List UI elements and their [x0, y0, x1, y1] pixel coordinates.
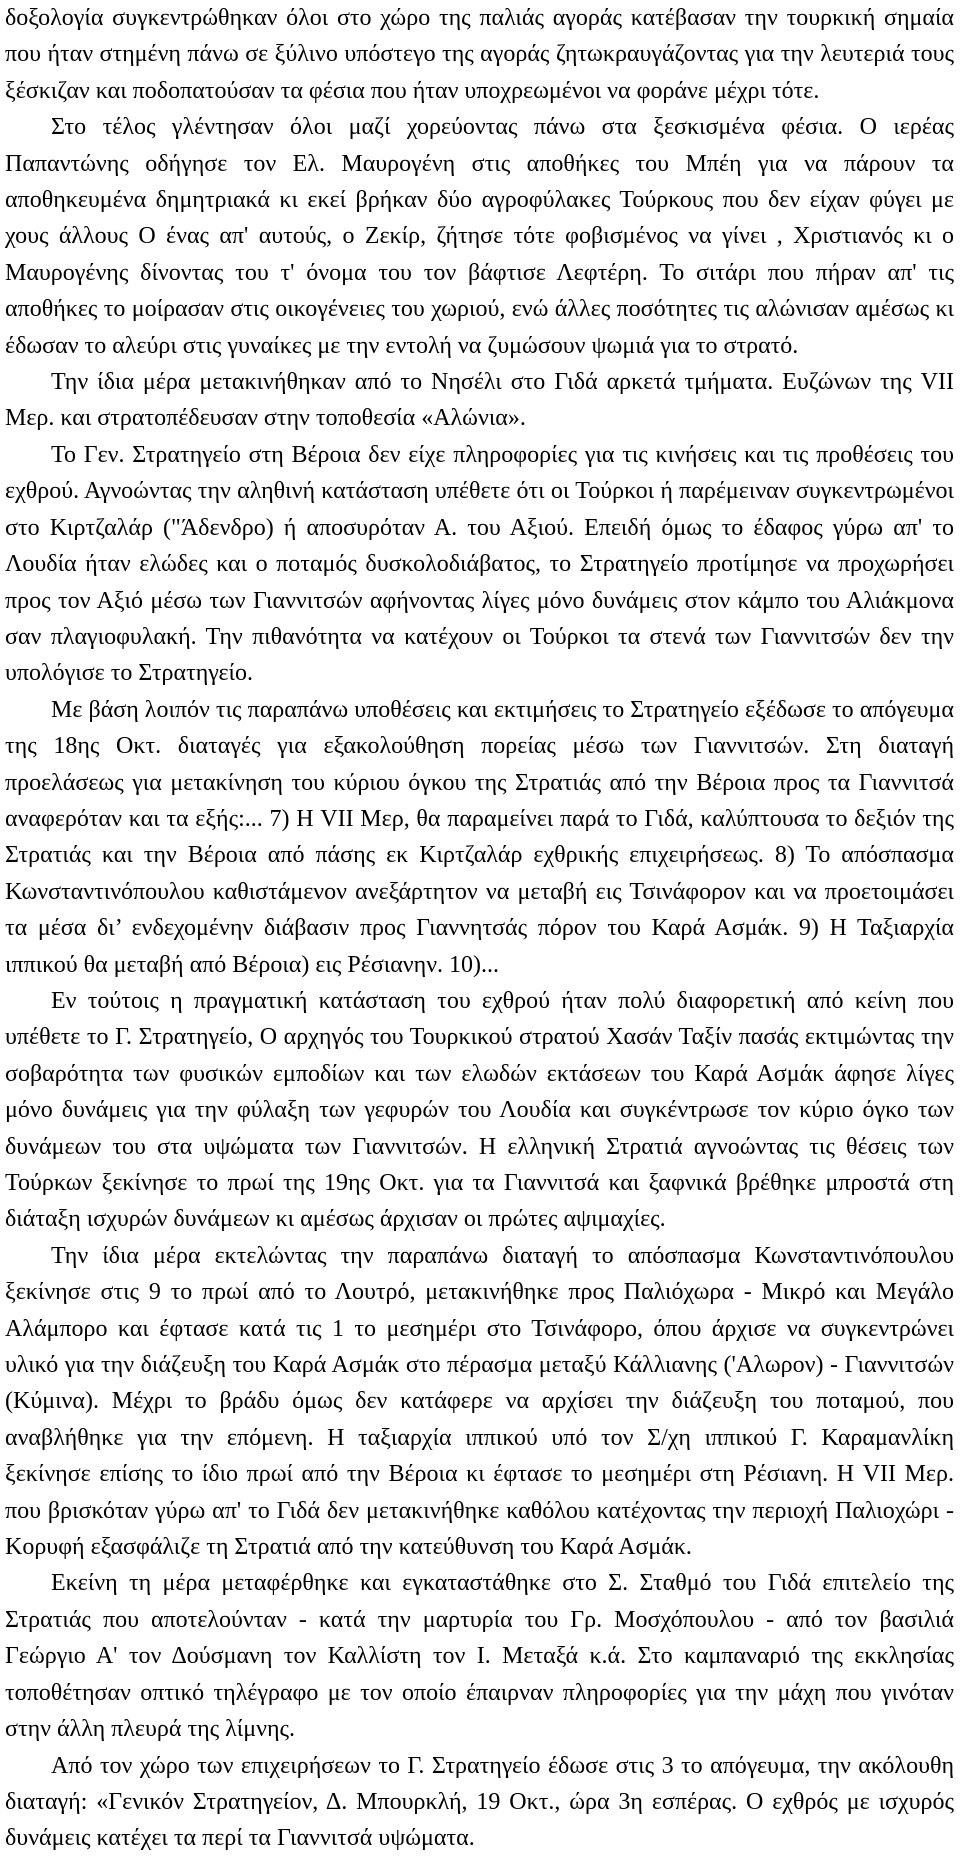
paragraph-2: Στο τέλος γλέντησαν όλοι μαζί χορεύοντας πάνω στα ξεσκισμένα φέσια. Ο ιερέας Παπαντώνης οδήγησε τον Ελ. Μαυρογένη στις αποθήκες του Μπέη για να πάρουν τα αποθηκευμένα δημητριακά κι εκεί βρήκαν δύο αγροφύλακες Τούρκους που δεν είχαν φύγει με χους άλλους Ο ένας απ' αυτούς, ο Ζεκίρ, ζήτησε τότε φοβισμένος να γίνει , Χριστιανός κι ο Μαυρογένης δίνοντας του τ' όνομα του τον βάφτισε Λεφτέρη. Το σιτάρι που πήραν απ' τις αποθήκες το μοίρασαν στις οικογένειες του χωριού, ενώ άλλες ποσότητες τις αλώνισαν αμέσως κι έδωσαν το αλεύρι στις γυναίκες με την εντολή να ζυμώσουν ψωμιά για το στρατό. [5, 114, 954, 359]
paragraph-3: Την ίδια μέρα μετακινήθηκαν από το Νησέλι στο Γιδά αρκετά τμήματα. Ευζώνων της VII Μερ. και στρατοπέδευσαν στην τοποθεσία «Αλώνια». [5, 369, 954, 432]
paragraph-1: δοξολογία συγκεντρώθηκαν όλοι στο χώρο της παλιάς αγοράς κατέβασαν την τουρκική σημαία που ήταν στημένη πάνω σε ξύλινο υπόστεγο της αγοράς ζητωκραυγάζοντας για την λευτεριά τους ξέσκιζαν και ποδοπατούσαν τα φέσια που ήταν υποχρεωμένοι να φοράνε μέχρι τότε. [5, 5, 954, 104]
paragraph-5: Με βάση λοιπόν τις παραπάνω υποθέσεις και εκτιμήσεις το Στρατηγείο εξέδωσε το απόγευμα της 18ης Οκτ. διαταγές για εξακολούθηση πορείας μέσω των Γιαννιτσών. Στη διαταγή προελάσεως για μετακίνηση του κύριου όγκου της Στρατιάς από την Βέροια προς τα Γιαννιτσά αναφερόταν και τα εξής:... 7) Η VII Μερ, θα παραμείνει παρά το Γιδά, καλύπτουσα το δεξιόν της Στρατιάς και την Βέροια από πάσης εκ Κιρτζαλάρ εχθρικής επιχειρήσεως. 8) Το απόσπασμα Κωνσταντινόπουλου καθιστάμενον ανεξάρτητον να μεταβή εις Τσινάφορον και να προετοιμάσει τα μέσα δι’ ενδεχομένην διάβασιν προς Γιαννητσάς πόρον του Καρά Ασμάκ. 9) Η Ταξιαρχία ιππικού θα μεταβή από Βέροια) εις Ρέσιανην. 10)... [5, 696, 954, 978]
paragraph-9: Από τον χώρο των επιχειρήσεων το Γ. Στρατηγείο έδωσε στις 3 το απόγευμα, την ακόλουθη διαταγή: «Γενικόν Στρατηγείον, Δ. Μπουρκλή, 19 Οκτ., ώρα 3η εσπέρας. Ο εχθρός με ισχυρός δυνάμεις κατέχει τα περί τα Γιαννιτσά υψώματα. [5, 1752, 954, 1852]
paragraph-8: Εκείνη τη μέρα μεταφέρθηκε και εγκαταστάθηκε στο Σ. Σταθμό του Γιδά επιτελείο της Στρατιάς που αποτελούνταν - κατά την μαρτυρία του Γρ. Μοσχόπουλου - από τον βασιλιά Γεώργιο Α' τον Δούσμανη τον Καλλίστη τον Ι. Μεταξά κ.ά. Στο καμπαναριό της εκκλησίας τοποθέτησαν οπτικό τηλέγραφο με τον οποίο έπαιρναν πληροφορίες για την μάχη που γινόταν στην άλλη πλευρά της λίμνης. [5, 1570, 954, 1743]
paragraph-6: Εν τούτοις η πραγματική κατάσταση του εχθρού ήταν πολύ διαφορετική από κείνη που υπέθετε το Γ. Στρατηγείο, Ο αρχηγός του Τουρκικού στρατού Χασάν Ταξίν πασάς εκτιμώντας την σοβαρότητα των φυσικών εμποδίων και των ελωδών εκτάσεων του Καρά Ασμάκ άφησε λίγες μόνο δυνάμεις για την φύλαξη των γεφυρών του Λουδία και συγκέντρωσε τον κύριο όγκο των δυνάμεων του στα υψώματα των Γιαννιτσών. Η ελληνική Στρατιά αγνοώντας τις θέσεις των Τούρκων ξεκίνησε το πρωί της 19ης Οκτ. για τα Γιαννιτσά και ξαφνικά βρέθηκε μπροστά στη διάταξη ισχυρών δυνάμεων κι αμέσως άρχισαν οι πρώτες αψιμαχίες. [5, 987, 954, 1233]
paragraph-4: Το Γεν. Στρατηγείο στη Βέροια δεν είχε πληροφορίες για τις κινήσεις και τις προθέσεις του εχθρού. Αγνοώντας την αληθινή κατάσταση υπέθετε ότι οι Τούρκοι ή παρέμειναν συγκεντρωμένοι στο Κιρτζαλάρ ("Άδενδρο) ή αποσυρόταν Α. του Αξιού. Επειδή όμως το έδαφος γύρω απ' το Λουδία ήταν ελώδες και ο ποταμός δυσκολοδιάβατος, το Στρατηγείο προτίμησε να προχωρήσει προς τον Αξιό μέσω των Γιαννιτσών αφήνοντας λίγες μόνο δυνάμεις στον κάμπο του Αλιάκμονα σαν πλαγιοφυλακή. Την πιθανότητα να κατέχουν οι Τούρκοι τα στενά των Γιαννιτσών δεν την υπολόγισε το Στρατηγείο. [5, 441, 954, 687]
paragraph-7: Την ίδια μέρα εκτελώντας την παραπάνω διαταγή το απόσπασμα Κωνσταντινόπουλου ξεκίνησε στις 9 το πρωί από το Λουτρό, μετακινήθηκε προς Παλιόχωρα - Μικρό και Μεγάλο Αλάμπορο και έφτασε κατά τις 1 το μεσημέρι στο Τσινάφορο, όπου άρχισε να συγκεντρώνει υλικό για την διάζευξη του Καρά Ασμάκ στο πέρασμα μεταξύ Κάλλιανης ('Αλωρον) - Γιαννιτσών (Κύμινα). Μέχρι το βράδυ όμως δεν κατάφερε να αρχίσει την διάζευξη του ποταμού, που αναβλήθηκε για την επόμενη. Η ταξιαρχία ιππικού υπό τον Σ/χη ιππικού Γ. Καραμανλίκη ξεκίνησε επίσης το ίδιο πρωί από την Βέροια κι έφτασε το μεσημέρι στη Ρέσιανη. Η VII Μερ. που βρισκόταν γύρω απ' το Γιδά δεν μετακινήθηκε καθόλου κατέχοντας την περιοχή Παλιοχώρι - Κορυφή εξασφάλιζε τη Στρατιά από την κατεύθυνση του Καρά Ασμάκ. [5, 1242, 954, 1561]
